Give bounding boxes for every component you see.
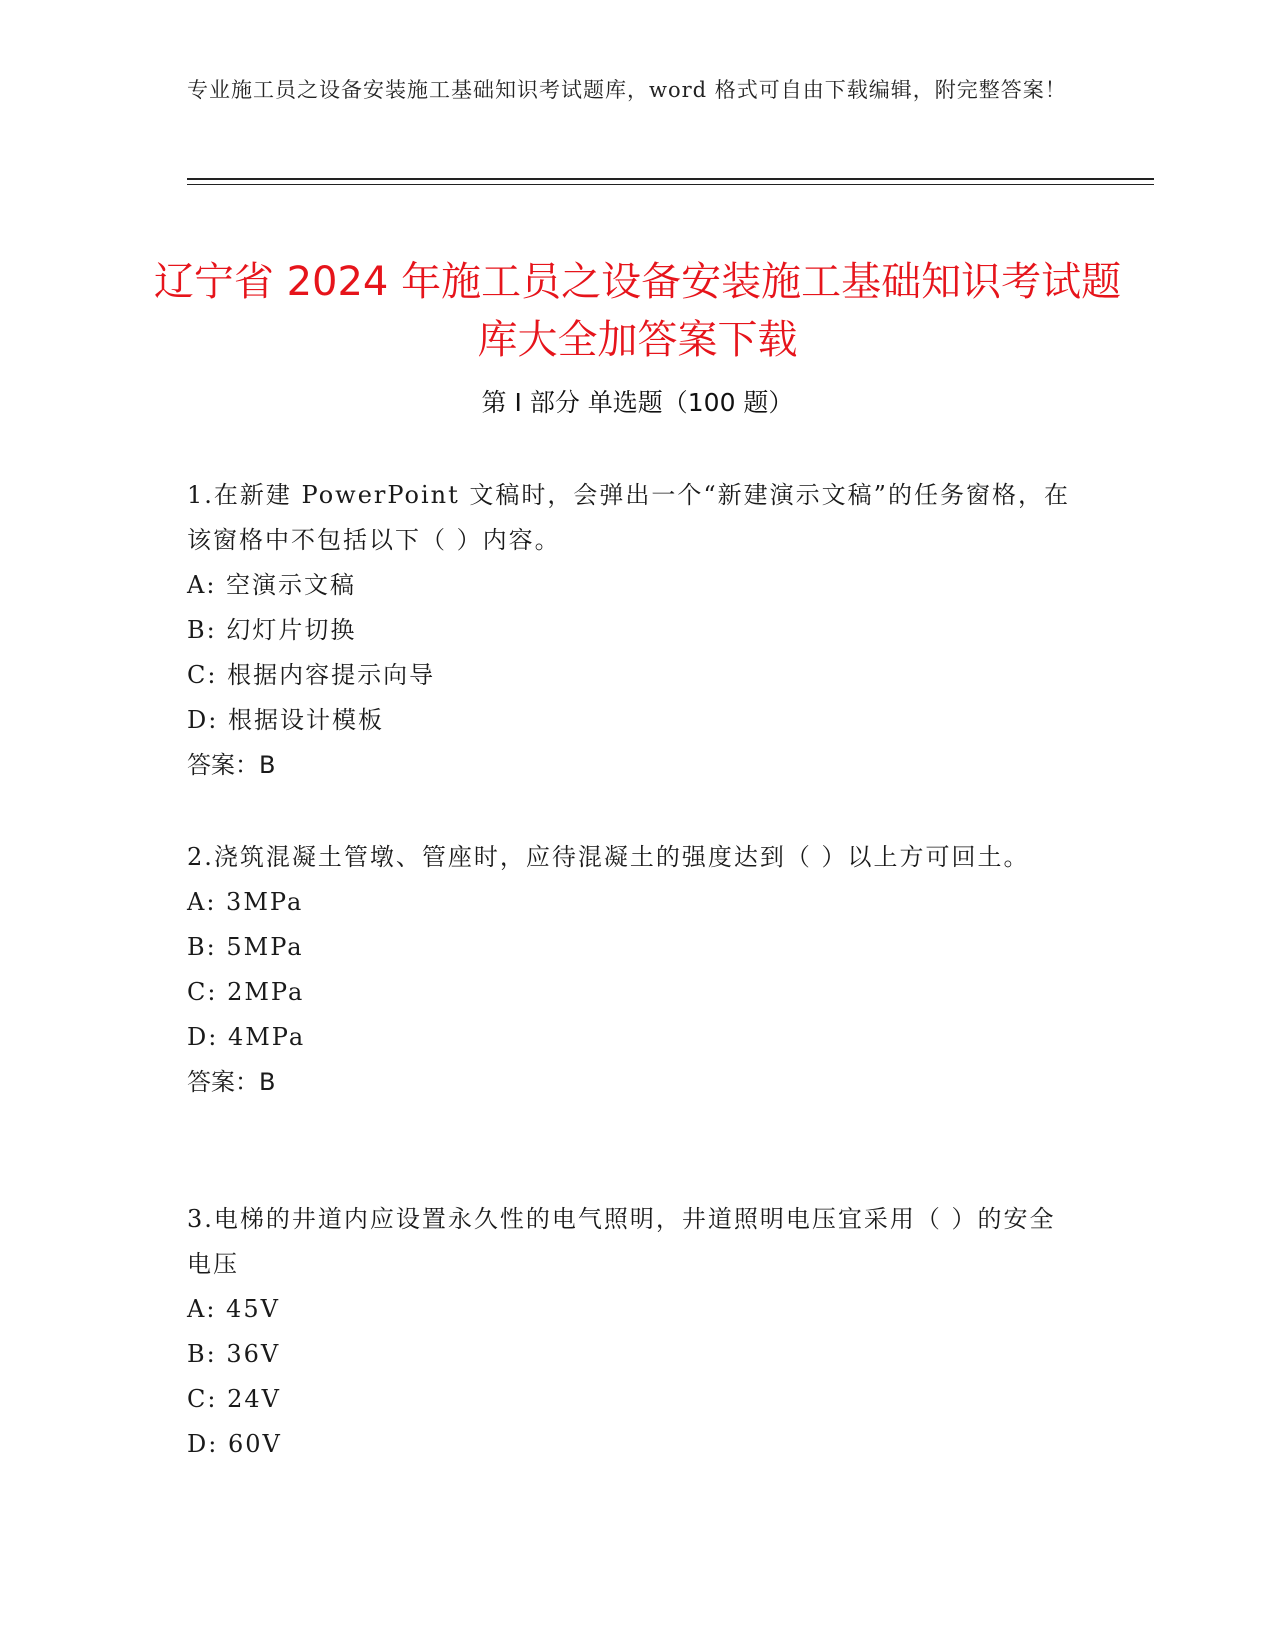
- option-d: D: 4MPa: [187, 1023, 306, 1051]
- option-b: B: 36V: [187, 1340, 281, 1368]
- option-c: C: 24V: [187, 1385, 281, 1413]
- option-d: D: 根据设计模板: [187, 706, 384, 734]
- option-c: C: 2MPa: [187, 978, 305, 1006]
- question-3: [187, 1197, 1077, 1467]
- header-note: 专业施工员之设备安装施工基础知识考试题库，word 格式可自由下载编辑，附完整答案！: [187, 78, 1067, 102]
- header-rule-thin: [187, 184, 1154, 185]
- answer-label: 答案：B: [187, 751, 276, 779]
- option-b: B: 5MPa: [187, 933, 304, 961]
- section-heading: 第 I 部分 单选题（100 题）: [481, 388, 794, 417]
- answer-label: 答案：B: [187, 1068, 276, 1096]
- question-text: 3.电梯的井道内应设置永久性的电气照明，井道照明电压宜采用（ ）的安全电压: [187, 1205, 1056, 1278]
- header-rule-thick: [187, 178, 1154, 180]
- option-b: B: 幻灯片切换: [187, 616, 357, 644]
- option-a: A: 空演示文稿: [187, 571, 357, 599]
- question-1: [187, 473, 1077, 788]
- question-text: 1.在新建 PowerPoint 文稿时，会弹出一个“新建演示文稿”的任务窗格，在该窗格中不包括以下（ ）内容。: [187, 481, 1070, 554]
- option-a: A: 3MPa: [187, 888, 304, 916]
- option-c: C: 根据内容提示向导: [187, 661, 436, 689]
- question-2: [187, 835, 1077, 1105]
- question-text: 2.浇筑混凝土管墩、管座时，应待混凝土的强度达到（ ）以上方可回土。: [187, 843, 1030, 871]
- option-d: D: 60V: [187, 1430, 282, 1458]
- document-title: 辽宁省 2024 年施工员之设备安装施工基础知识考试题库大全加答案下载: [153, 258, 1122, 363]
- option-a: A: 45V: [187, 1295, 280, 1323]
